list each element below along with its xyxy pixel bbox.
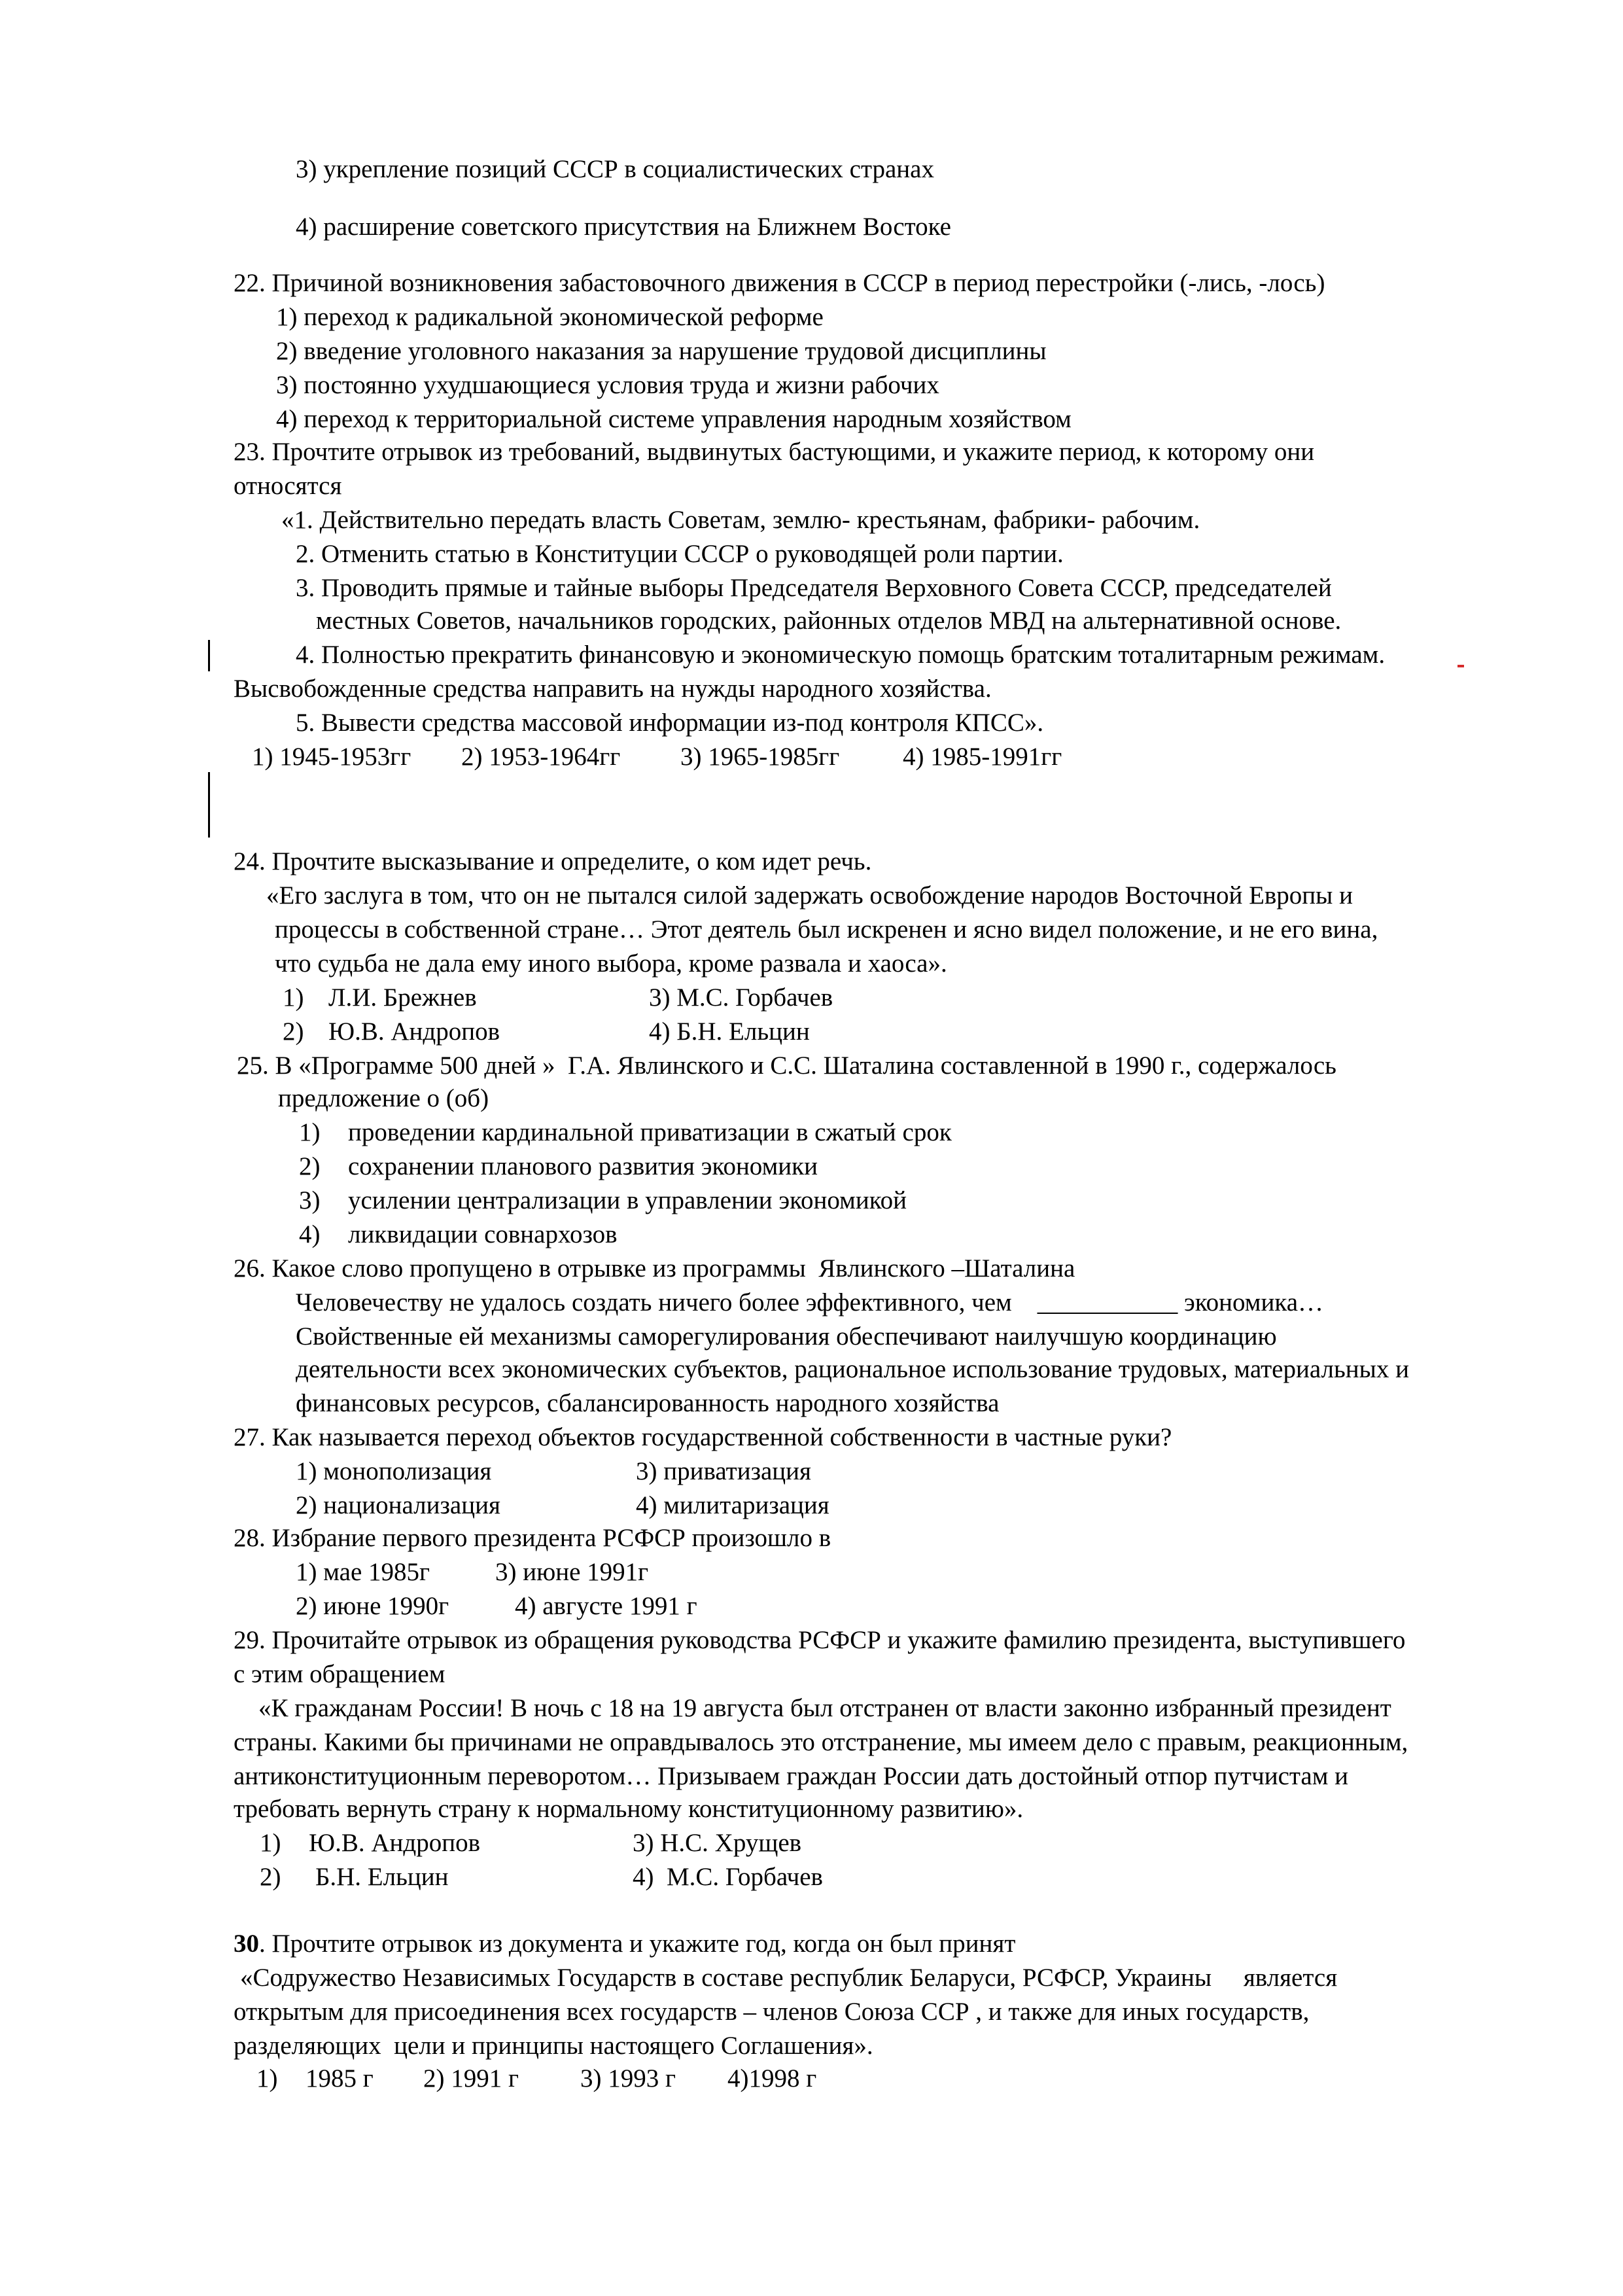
q26-quote-line: финансовых ресурсов, сбалансированность народного хозяйства: [296, 1389, 1000, 1417]
q22-option-4: 4) переход к территориальной системе управления народным хозяйством: [276, 405, 1072, 433]
q23-quote-line: Высвобожденные средства направить на нужды народного хозяйства.: [234, 675, 992, 703]
q30-option-1: 1985 г: [305, 2064, 374, 2093]
q29-option-1: Ю.В. Андропов: [309, 1829, 481, 1857]
q24-option-1-number: 1): [283, 983, 304, 1012]
q23-option-2: 2) 1953-1964гг: [461, 743, 621, 771]
q24-quote-line: «Его заслуга в том, что он не пытался силой задержать освобождение народов Восточной Европы и: [266, 881, 1353, 910]
q25-option-4-number: 4): [299, 1220, 321, 1248]
q28-option-3: 3) июне 1991г: [495, 1558, 649, 1586]
q25-question-cont: предложение о (об): [278, 1084, 489, 1112]
q27-option-1: 1) монополизация: [296, 1457, 492, 1485]
q28-option-4: 4) августе 1991 г: [515, 1592, 697, 1620]
q22-option-1: 1) переход к радикальной экономической реформе: [276, 303, 824, 331]
q29-option-3: 3) Н.С. Хрущев: [633, 1829, 802, 1857]
q30-option-1-number: 1): [256, 2064, 278, 2093]
q25-option-3-number: 3): [299, 1186, 321, 1214]
q25-option-4: ликвидации совнархозов: [348, 1220, 618, 1248]
q24-option-2-number: 2): [283, 1017, 304, 1046]
q23-quote-line: местных Советов, начальников городских, районных отделов МВД на альтернативной основе.: [316, 607, 1342, 635]
q21-option-3: 3) укрепление позиций СССР в социалистических странах: [296, 155, 934, 183]
q29-option-2: Б.Н. Ельцин: [315, 1863, 449, 1891]
q26-question: 26. Какое слово пропущено в отрывке из программы Явлинского –Шаталина: [234, 1254, 1075, 1282]
q30-quote-line: открытым для присоединения всех государств – членов Союза ССР , и также для иных государств,: [234, 1998, 1310, 2026]
q26-quote-line: Человечеству не удалось создать ничего более эффективного, чем ___________ экономика…: [296, 1288, 1324, 1316]
tracked-change-mark: [1457, 665, 1464, 667]
q29-quote-line: страны. Какими бы причинами не оправдывалось это отстранение, мы имеем дело с правым, реакционным,: [234, 1728, 1408, 1756]
q30-number: 30: [234, 1930, 259, 1958]
q23-question: 23. Прочтите отрывок из требований, выдвинутых бастующими, и укажите период, к которому они: [234, 438, 1315, 466]
q27-option-4: 4) милитаризация: [636, 1491, 829, 1519]
q30-option-3: 3) 1993 г: [580, 2064, 676, 2093]
q29-quote-line: требовать вернуть страну к нормальному конституционному развитию».: [234, 1795, 1024, 1823]
q24-option-3: 3) М.С. Горбачев: [649, 983, 833, 1012]
q30-question-text: . Прочтите отрывок из документа и укажите год, когда он был принят: [259, 1930, 1016, 1958]
q25-option-1-number: 1): [299, 1118, 321, 1146]
q23-option-4: 4) 1985-1991гг: [903, 743, 1062, 771]
q29-question: 29. Прочитайте отрывок из обращения руководства РСФСР и укажите фамилию президента, выступившего: [234, 1626, 1406, 1654]
q25-option-2: сохранении планового развития экономики: [348, 1152, 818, 1180]
q30-option-2: 2) 1991 г: [423, 2064, 519, 2093]
q24-question: 24. Прочтите высказывание и определите, о ком идет речь.: [234, 847, 872, 875]
q25-option-2-number: 2): [299, 1152, 321, 1180]
q24-quote-line: что судьба не дала ему иного выбора, кроме развала и хаоса».: [275, 949, 947, 978]
q25-question: 25. В «Программе 500 дней » Г.А. Явлинского и С.С. Шаталина составленной в 1990 г., содержалось: [237, 1051, 1336, 1080]
q23-quote-line: «1. Действительно передать власть Советам, землю- крестьянам, фабрики- рабочим.: [281, 506, 1200, 534]
q28-option-1: 1) мае 1985г: [296, 1558, 430, 1586]
q23-quote-line: 5. Вывести средства массовой информации из-под контроля КПСС».: [296, 709, 1044, 737]
q29-option-1-number: 1): [260, 1829, 281, 1857]
q23-option-3: 3) 1965-1985гг: [680, 743, 840, 771]
q22-question: 22. Причиной возникновения забастовочного движения в СССР в период перестройки (-лись, -лось): [234, 269, 1325, 297]
edit-cursor-mark: [208, 772, 210, 838]
q24-option-4: 4) Б.Н. Ельцин: [649, 1017, 810, 1046]
q29-quote-line: антиконституционным переворотом… Призываем граждан России дать достойный отпор путчистам и: [234, 1762, 1349, 1790]
q29-question-cont: с этим обращением: [234, 1660, 445, 1688]
q23-quote-line: 4. Полностью прекратить финансовую и экономическую помощь братским тоталитарным режимам.: [296, 641, 1386, 669]
q25-option-3: усилении централизации в управлении экономикой: [348, 1186, 907, 1214]
edit-cursor-mark: [208, 640, 210, 671]
q23-quote-line: 2. Отменить статью в Конституции СССР о руководящей роли партии.: [296, 540, 1064, 568]
q25-option-1: проведении кардинальной приватизации в сжатый срок: [348, 1118, 952, 1146]
q29-option-4: 4) М.С. Горбачев: [633, 1863, 823, 1891]
q23-question-cont: относятся: [234, 472, 342, 500]
q27-option-3: 3) приватизация: [636, 1457, 811, 1485]
q21-option-4: 4) расширение советского присутствия на Ближнем Востоке: [296, 213, 951, 241]
q24-option-1: Л.И. Брежнев: [328, 983, 477, 1012]
q30-quote-line: «Содружество Независимых Государств в составе республик Беларуси, РСФСР, Украины является: [240, 1964, 1338, 1992]
q27-question: 27. Как называется переход объектов государственной собственности в частные руки?: [234, 1423, 1172, 1451]
q28-question: 28. Избрание первого президента РСФСР произошло в: [234, 1524, 831, 1552]
q22-option-2: 2) введение уголовного наказания за нарушение трудовой дисциплины: [276, 337, 1047, 365]
q29-quote-line: «К гражданам России! В ночь с 18 на 19 августа был отстранен от власти законно избранный президент: [258, 1694, 1391, 1722]
q29-option-2-number: 2): [260, 1863, 281, 1891]
q22-option-3: 3) постоянно ухудшающиеся условия труда и жизни рабочих: [276, 371, 939, 399]
q30-question: [234, 1928, 1015, 1960]
q30-option-4: 4)1998 г: [727, 2064, 817, 2093]
q30-quote-line: разделяющих цели и принципы настоящего Соглашения».: [234, 2032, 873, 2060]
q24-quote-line: процессы в собственной стране… Этот деятель был искренен и ясно видел положение, и не его вина,: [275, 915, 1378, 944]
q23-quote-line: 3. Проводить прямые и тайные выборы Председателя Верховного Совета СССР, председателей: [296, 574, 1332, 602]
q24-option-2: Ю.В. Андропов: [328, 1017, 500, 1046]
q26-quote-line: деятельности всех экономических субъектов, рациональное использование трудовых, материальных и: [296, 1355, 1409, 1383]
q27-option-2: 2) национализация: [296, 1491, 500, 1519]
q26-quote-line: Свойственные ей механизмы саморегулирования обеспечивают наилучшую координацию: [296, 1322, 1277, 1351]
q28-option-2: 2) июне 1990г: [296, 1592, 449, 1620]
q23-option-1: 1) 1945-1953гг: [252, 743, 411, 771]
